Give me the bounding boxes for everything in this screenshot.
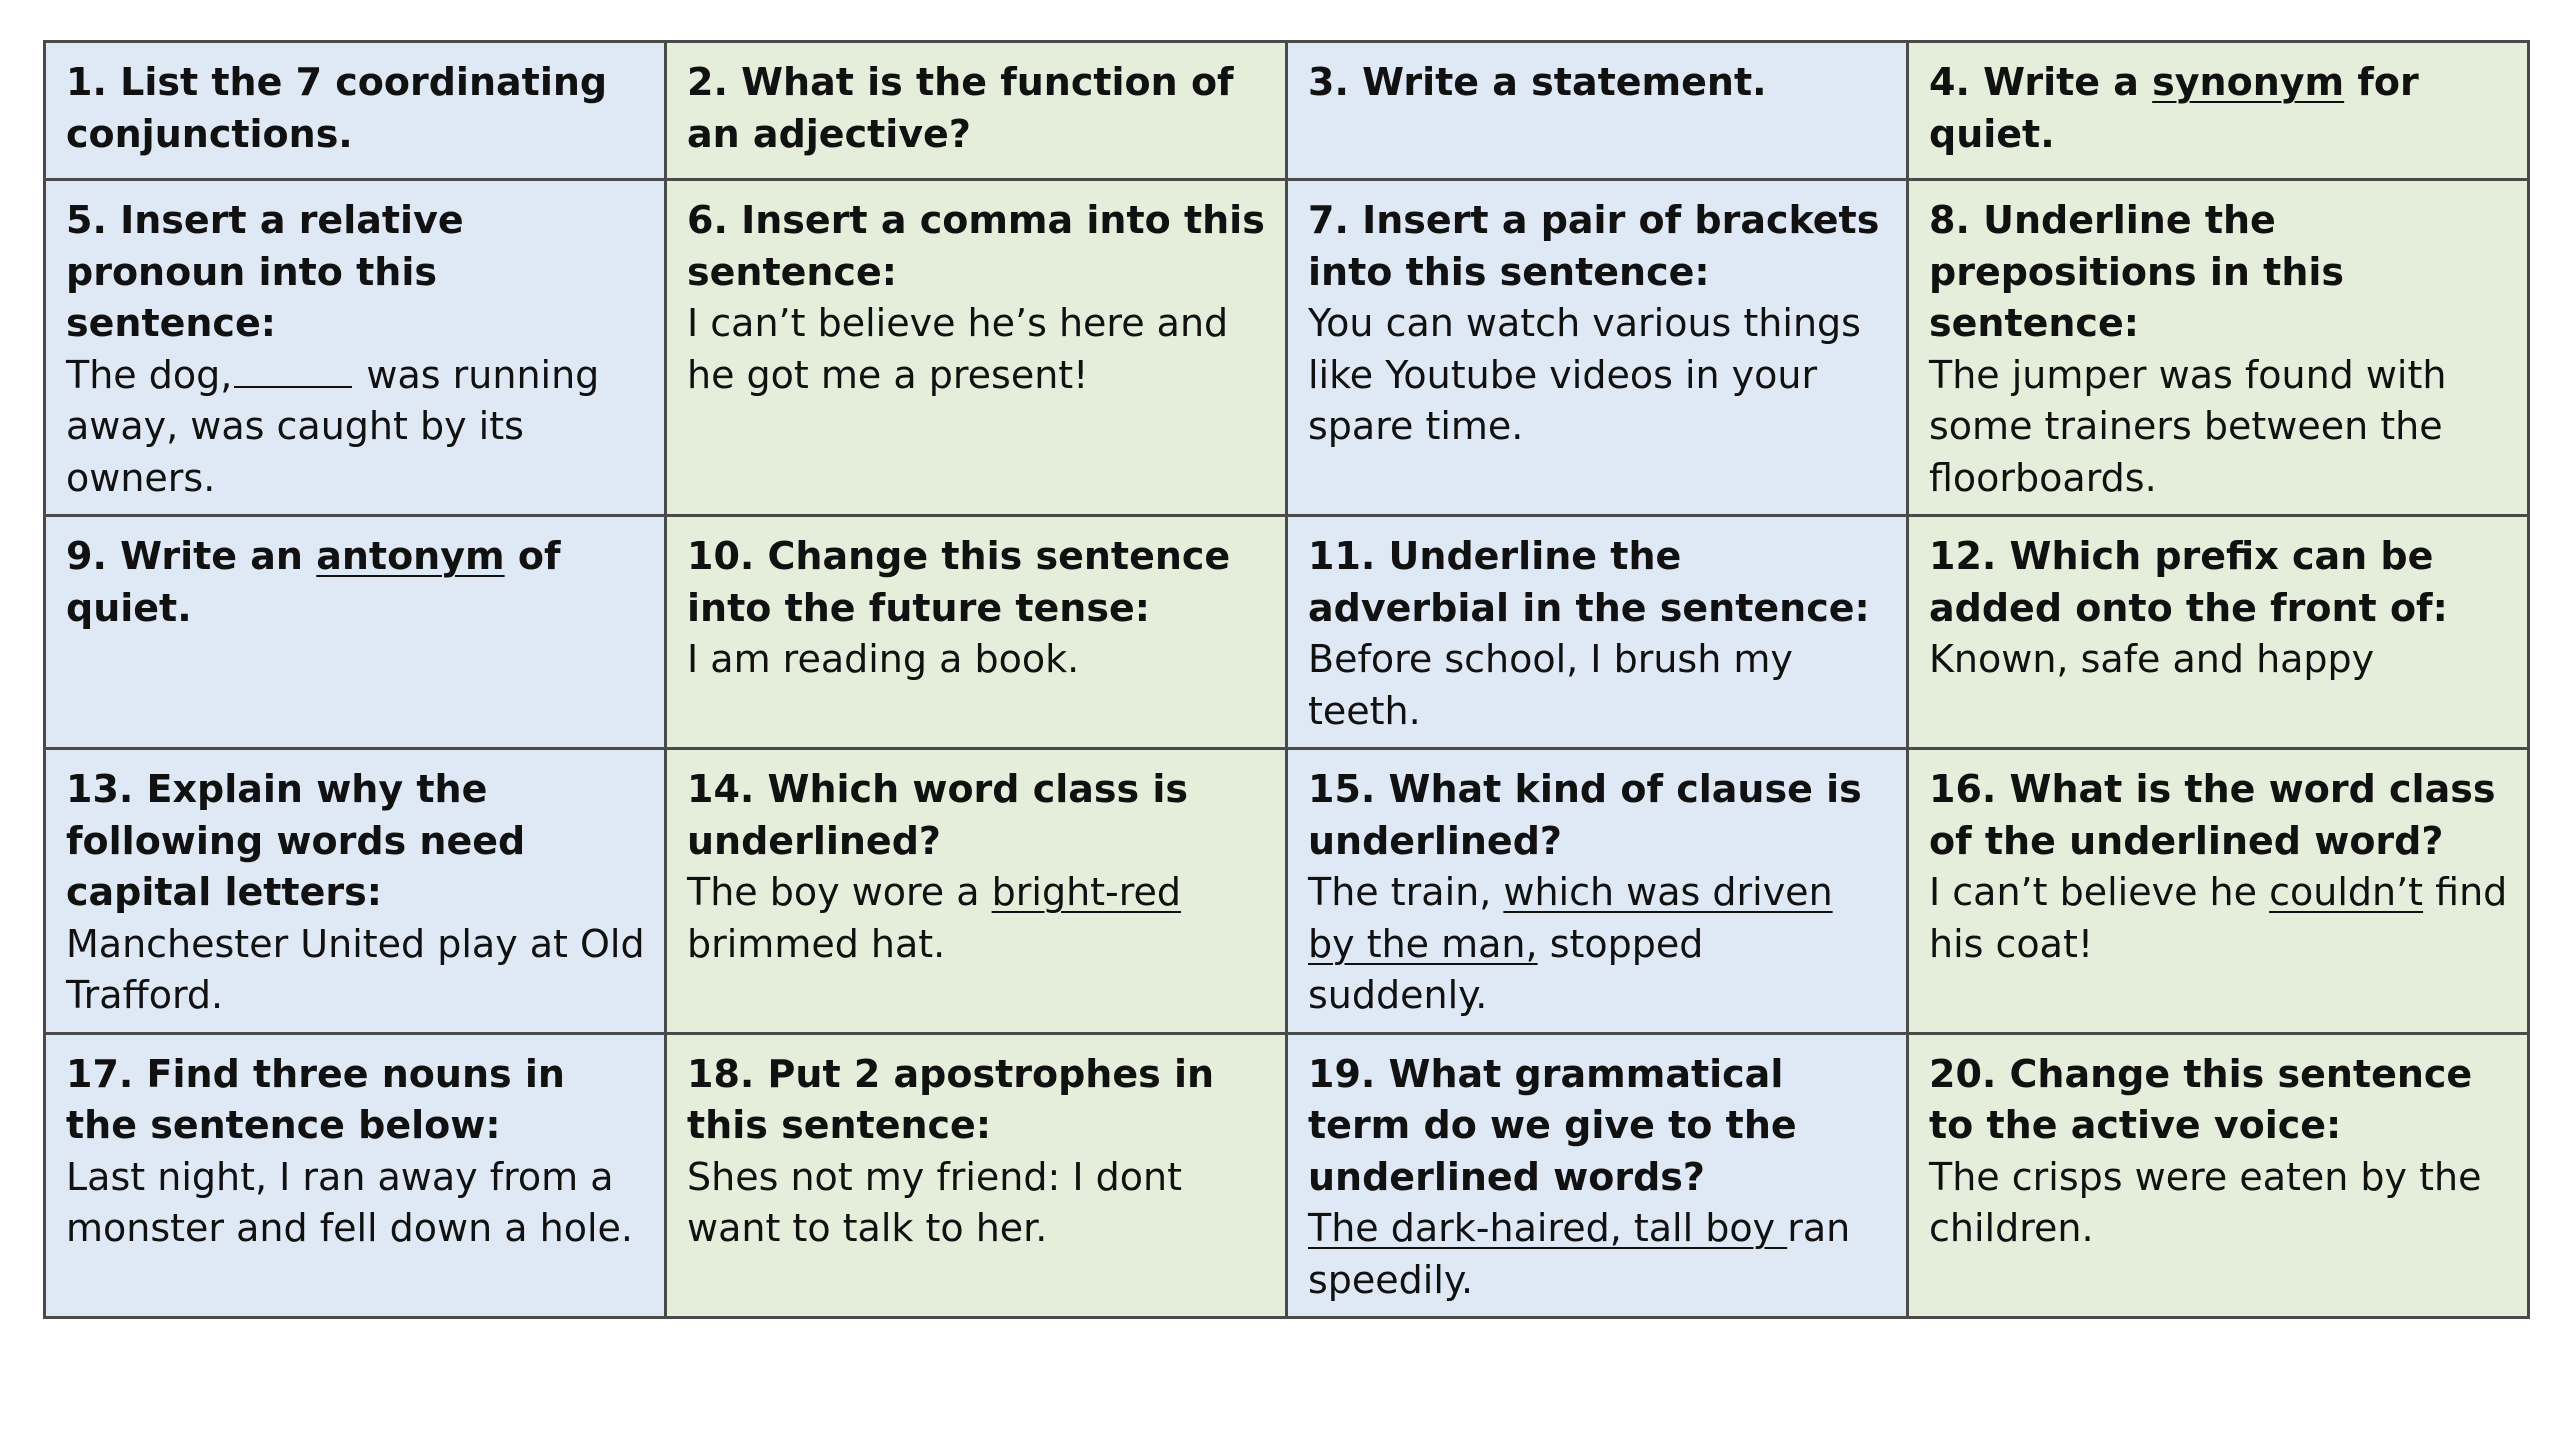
question-cell-7 [1287,180,1908,516]
underlined-words: bright-red [991,870,1182,914]
question-cell-1 [45,42,666,180]
underlined-words: couldn’t [2269,870,2424,914]
sentence-text: I can’t believe he [1929,870,2270,914]
question-cell-6 [666,180,1287,516]
question-sentence [66,350,646,505]
underlined-term: antonym [316,534,505,578]
sentence-text: brimmed hat. [687,921,946,966]
underlined-words: which was driven by the man, [1308,870,1833,966]
question-sentence: I can’t believe he’s here and he got me a present! [687,301,1229,397]
question-sentence [687,867,1267,970]
question-title [1929,57,2509,160]
question-title: 13. Explain why the following words need capital letters: [66,767,526,914]
question-title: 17. Find three nouns in the sentence below: [66,1051,565,1147]
question-title: 2. What is the function of an adjective? [687,60,1234,156]
question-cell-19 [1287,1033,1908,1318]
sentence-text: The boy wore a [687,870,992,914]
underlined-words: The dark-haired, tall boy [1308,1206,1788,1250]
question-title: 11. Underline the adverbial in the sentence: [1308,534,1870,630]
question-cell-10 [666,516,1287,749]
question-sentence [1308,1203,1888,1306]
question-title: 1. List the 7 coordinating conjunctions. [66,60,608,156]
question-sentence [1308,867,1888,1022]
question-title: 15. What kind of clause is underlined? [1308,767,1862,863]
question-title: 7. Insert a pair of brackets into this sentence: [1308,198,1880,294]
question-sentence: Known, safe and happy [1929,637,2375,681]
sentence-text: was running away, was caught by its owners. [66,352,600,500]
question-sentence: Shes not my friend: I dont want to talk to her. [687,1154,1183,1250]
question-cell-2 [666,42,1287,180]
question-title: 5. Insert a relative pronoun into this sentence: [66,198,464,345]
question-sentence: The crisps were eaten by the children. [1929,1154,2482,1250]
question-title [66,531,646,634]
question-cell-18 [666,1033,1287,1318]
question-sentence: Before school, I brush my teeth. [1308,637,1793,733]
question-cell-14 [666,749,1287,1034]
question-cell-16 [1908,749,2529,1034]
title-text: 9. Write an [66,534,317,578]
title-text: 4. Write a [1929,60,2153,104]
sentence-text: The train, [1308,870,1504,914]
question-title: 20. Change this sentence to the active voice: [1929,1051,2473,1147]
question-cell-8 [1908,180,2529,516]
underlined-term: synonym [2152,60,2345,104]
question-title: 10. Change this sentence into the future tense: [687,534,1231,630]
question-title: 18. Put 2 apostrophes in this sentence: [687,1051,1215,1147]
question-title: 12. Which prefix can be added onto the front of: [1929,534,2448,630]
sentence-text: The dog, [66,352,233,397]
sentence-text: ran speedily. [1308,1206,1851,1302]
question-cell-5 [45,180,666,516]
sentence-text: stopped suddenly. [1308,921,1704,1017]
question-sentence: You can watch various things like Youtube videos in your spare time. [1308,301,1861,448]
question-cell-15 [1287,749,1908,1034]
question-title: 8. Underline the prepositions in this sentence: [1929,198,2345,345]
question-sentence [1929,867,2509,970]
title-text: for quiet. [1929,60,2419,156]
question-sentence: Last night, I ran away from a monster and fell down a hole. [66,1154,633,1250]
question-cell-12 [1908,516,2529,749]
question-cell-20 [1908,1033,2529,1318]
question-title: 6. Insert a comma into this sentence: [687,198,1265,294]
question-title: 19. What grammatical term do we give to the underlined words? [1308,1051,1797,1199]
question-title: 14. Which word class is underlined? [687,767,1189,863]
question-title: 3. Write a statement. [1308,60,1767,104]
sentence-text: find his coat! [1929,870,2508,966]
question-title: 16. What is the word class of the underlined word? [1929,767,2496,863]
question-grid [43,40,2530,1319]
question-sentence: The jumper was found with some trainers between the floorboards. [1929,352,2447,500]
title-text: of quiet. [66,534,561,630]
question-cell-11 [1287,516,1908,749]
question-cell-17 [45,1033,666,1318]
question-sentence: Manchester United play at Old Trafford. [66,921,645,1017]
question-cell-9 [45,516,666,749]
question-cell-4 [1908,42,2529,180]
question-cell-3 [1287,42,1908,180]
answer-blank [234,350,352,388]
question-cell-13 [45,749,666,1034]
question-sentence: I am reading a book. [687,637,1080,681]
